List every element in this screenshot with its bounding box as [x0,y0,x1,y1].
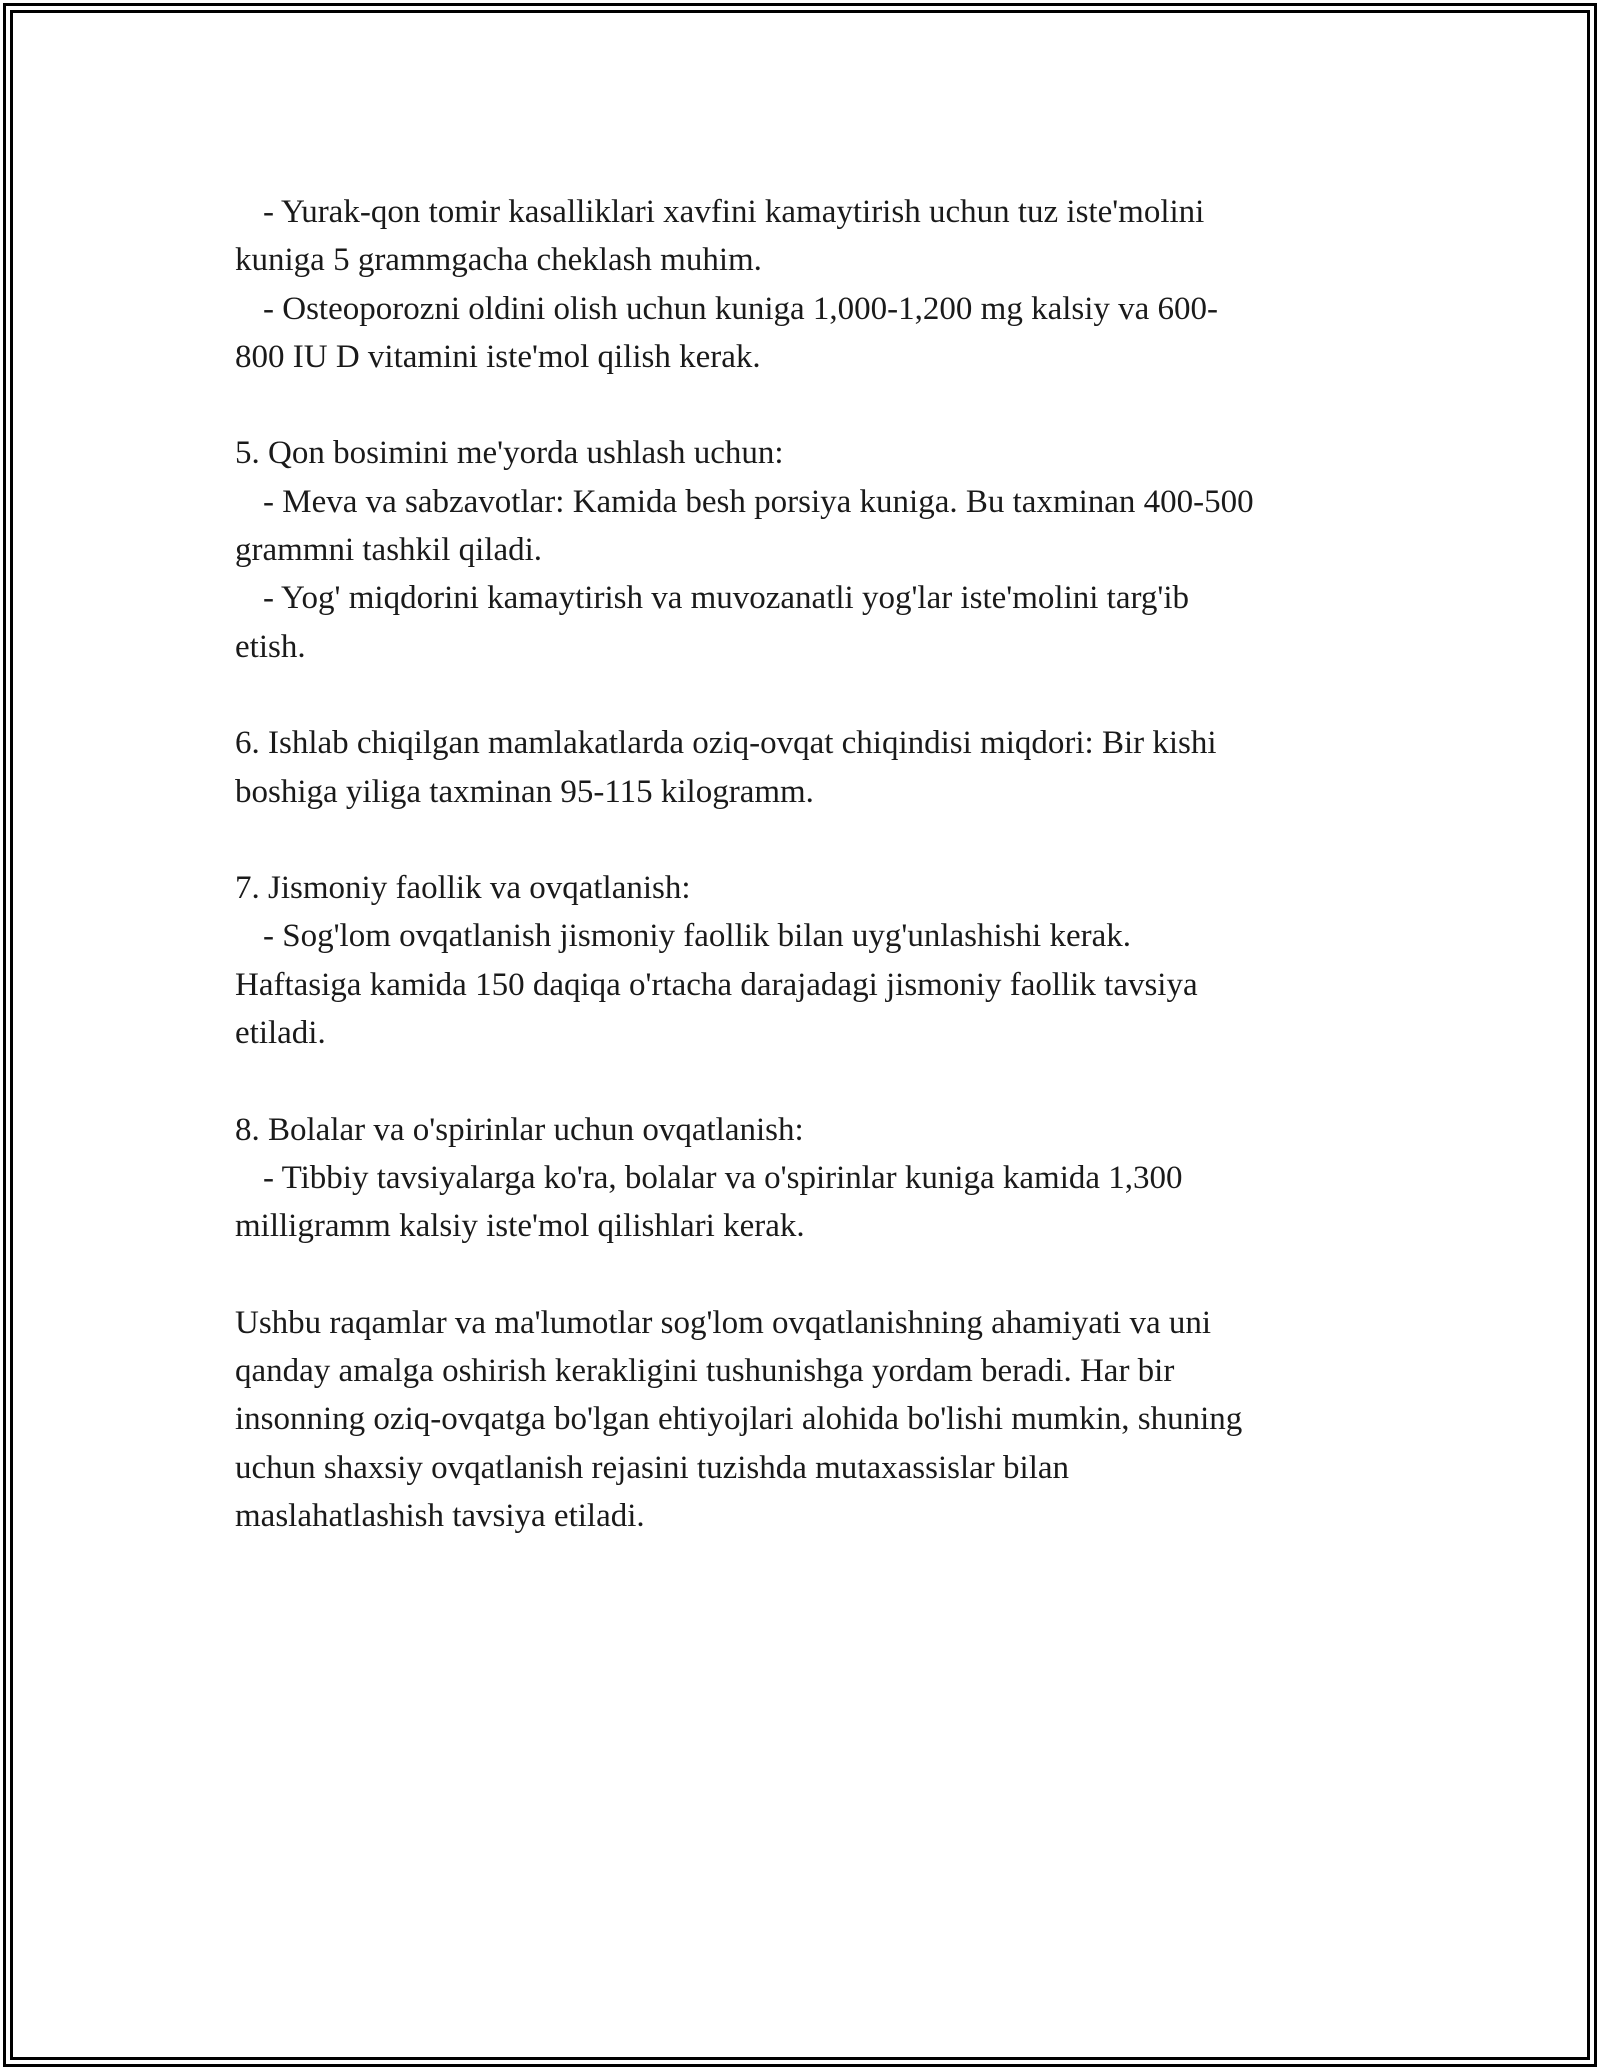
text-line: qanday amalga oshirish kerakligini tushunishga yordam beradi. Har bir [235,1353,1175,1390]
text-line: Ushbu raqamlar va ma'lumotlar sog'lom ovqatlanishning ahamiyati va uni [235,1304,1212,1341]
text-line: - Sog'lom ovqatlanish jismoniy faollik bilan uyg'unlashishi kerak. [263,918,1131,955]
section-heading: 8. Bolalar va o'spirinlar uchun ovqatlanish: [235,1111,804,1148]
paragraph-block [235,188,1375,381]
conclusion-paragraph [235,1299,1375,1540]
section-heading: 6. Ishlab chiqilgan mamlakatlarda oziq-ovqat chiqindisi miqdori: Bir kishi [235,725,1217,762]
text-line: - Osteoporozni oldini olish uchun kuniga 1,000-1,200 mg kalsiy va 600- [263,290,1219,327]
text-line: - Yurak-qon tomir kasalliklari xavfini kamaytirish uchun tuz iste'molini [263,194,1205,230]
text-line: 800 IU D vitamini iste'mol qilish kerak. [235,338,761,375]
section-children-nutrition [235,1106,1375,1251]
text-line: - Meva va sabzavotlar: Kamida besh porsiya kuniga. Bu taxminan 400-500 [263,483,1254,520]
document-body [235,188,1375,1589]
text-line: etish. [235,628,306,665]
section-physical-activity [235,864,1375,1057]
section-food-waste [235,719,1375,816]
text-line: boshiga yiliga taxminan 95-115 kilogramm. [235,773,814,810]
text-line: uchun shaxsiy ovqatlanish rejasini tuzishda mutaxassislar bilan [235,1449,1070,1486]
text-line: Haftasiga kamida 150 daqiqa o'rtacha darajadagi jismoniy faollik tavsiya [235,966,1198,1003]
text-line: insonning oziq-ovqatga bo'lgan ehtiyojlari alohida bo'lishi mumkin, shuning [235,1401,1243,1438]
text-line: milligramm kalsiy iste'mol qilishlari kerak. [235,1208,805,1245]
text-line: - Yog' miqdorini kamaytirish va muvozanatli yog'lar iste'molini targ'ib [263,580,1189,617]
text-line: maslahatlashish tavsiya etiladi. [235,1498,645,1535]
text-line: grammni tashkil qiladi. [235,532,543,569]
text-line: etiladi. [235,1015,326,1052]
text-line: kuniga 5 grammgacha cheklash muhim. [235,242,762,279]
text-line: - Tibbiy tavsiyalarga ko'ra, bolalar va o'spirinlar kuniga kamida 1,300 [263,1159,1183,1196]
section-blood-pressure [235,429,1375,670]
section-heading: 5. Qon bosimini me'yorda ushlash uchun: [235,435,784,472]
section-heading: 7. Jismoniy faollik va ovqatlanish: [235,870,691,907]
